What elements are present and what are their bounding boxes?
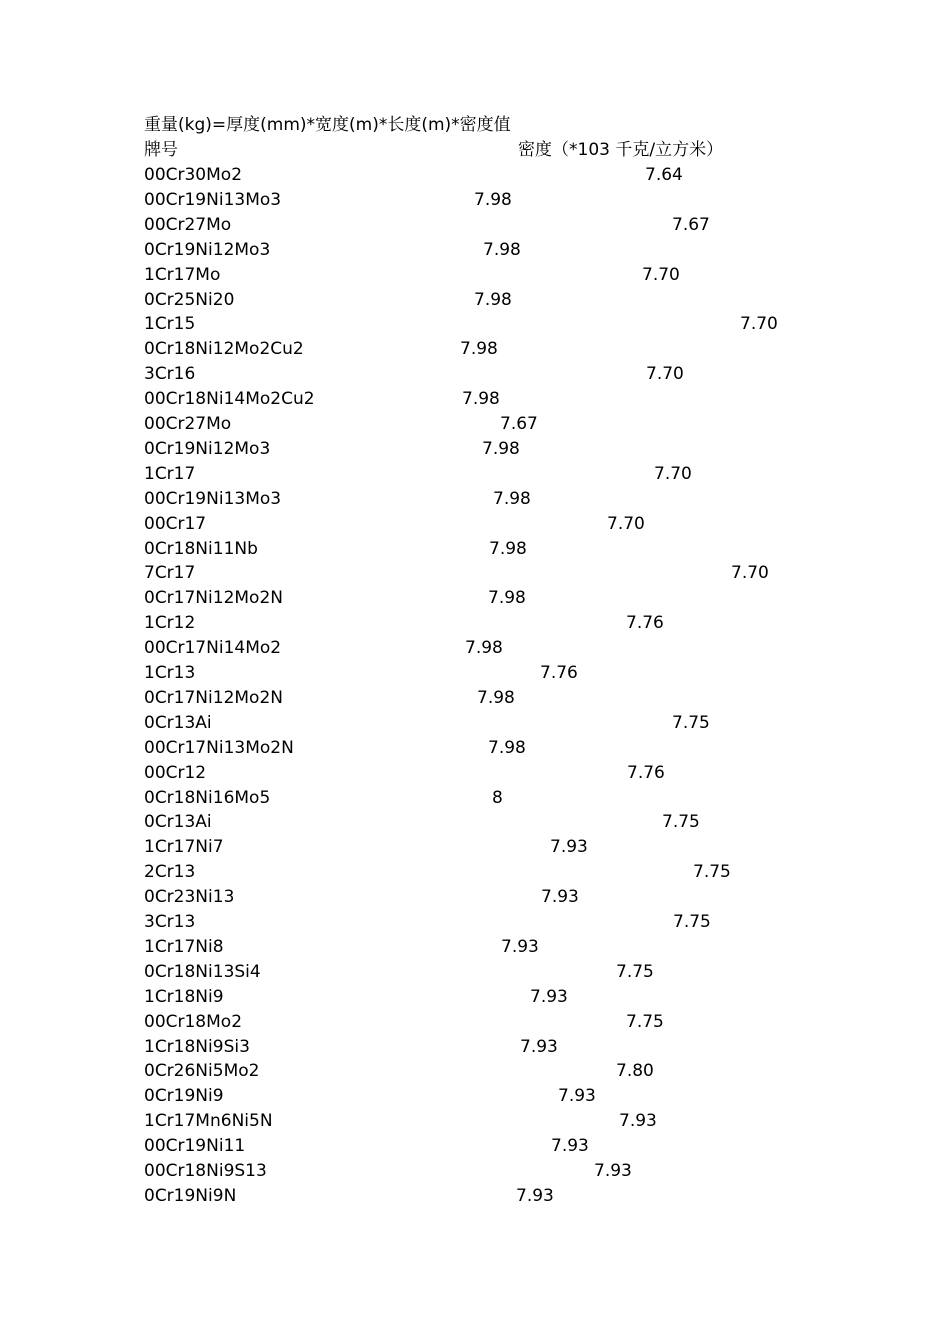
density-value: 7.70 (646, 364, 684, 385)
steel-grade: 1Cr17Mo (144, 264, 221, 285)
table-row (144, 312, 924, 337)
table-row (144, 512, 924, 537)
table-row (144, 462, 924, 487)
table-row (144, 263, 924, 288)
steel-grade: 1Cr17Ni8 (144, 936, 224, 957)
density-value: 7.70 (731, 563, 769, 584)
steel-grade: 00Cr18Ni9S13 (144, 1161, 267, 1181)
density-value: 7.76 (626, 613, 664, 634)
density-value: 7.93 (516, 1185, 554, 1206)
table-row (144, 636, 924, 661)
steel-grade: 0Cr17Ni12Mo2N (144, 687, 283, 708)
table-row (144, 935, 924, 960)
steel-grade: 1Cr18Ni9 (144, 986, 224, 1007)
density-value: 7.93 (541, 887, 579, 908)
steel-grade: 1Cr12 (144, 613, 196, 634)
weight-formula: 重量(kg)=厚度(mm)*宽度(m)*长度(m)*密度值 (144, 115, 511, 135)
steel-grade: 00Cr18Mo2 (144, 1011, 243, 1032)
steel-grade: 00Cr27Mo (144, 414, 232, 434)
steel-grade: 0Cr23Ni13 (144, 887, 235, 908)
table-row (144, 362, 924, 387)
table-row (144, 810, 924, 835)
table-row (144, 238, 924, 263)
density-value: 7.75 (672, 712, 710, 733)
steel-grade: 0Cr13Ai (144, 712, 212, 733)
steel-grade: 7Cr17 (144, 563, 196, 584)
table-row (144, 910, 924, 935)
steel-grade: 2Cr13 (144, 862, 196, 883)
table-row (144, 1035, 924, 1060)
density-value: 7.76 (540, 663, 578, 683)
density-value: 7.98 (477, 687, 515, 708)
density-value: 7.93 (594, 1161, 632, 1181)
steel-grade: 0Cr19Ni9N (144, 1185, 237, 1206)
density-value: 7.75 (616, 961, 654, 982)
table-row (144, 337, 924, 362)
table-row (144, 561, 924, 586)
density-value: 7.70 (740, 314, 778, 335)
steel-grade: 0Cr19Ni12Mo3 (144, 438, 271, 459)
density-value: 7.98 (488, 737, 526, 758)
density-value: 7.67 (500, 414, 538, 434)
table-row (144, 711, 924, 736)
table-row (144, 835, 924, 860)
density-value: 7.75 (693, 862, 731, 883)
table-row (144, 586, 924, 611)
density-value: 7.93 (530, 986, 568, 1007)
table-row (144, 487, 924, 512)
table-row (144, 1159, 924, 1184)
table-row (144, 1010, 924, 1035)
steel-grade: 0Cr18Ni11Nb (144, 538, 258, 559)
steel-grade: 00Cr19Ni13Mo3 (144, 488, 282, 509)
density-value: 7.98 (489, 538, 527, 559)
density-value: 7.67 (672, 214, 710, 235)
density-value: 7.70 (607, 513, 645, 534)
density-value: 7.98 (482, 438, 520, 459)
table-row (144, 1059, 924, 1084)
table-row (144, 188, 924, 213)
table-row (144, 288, 924, 313)
density-value: 7.76 (627, 762, 665, 783)
density-value: 7.98 (483, 239, 521, 260)
table-row (144, 1084, 924, 1109)
density-value: 7.75 (662, 812, 700, 833)
density-value: 7.93 (551, 1136, 589, 1157)
density-value: 7.75 (673, 912, 711, 932)
density-value: 7.98 (474, 289, 512, 310)
steel-grade: 3Cr13 (144, 912, 196, 932)
density-value: 7.93 (619, 1111, 657, 1132)
steel-grade: 00Cr27Mo (144, 214, 232, 235)
table-row (144, 736, 924, 761)
table-row (144, 412, 924, 437)
table-row (144, 761, 924, 786)
table-row (144, 1184, 924, 1209)
density-value: 7.98 (493, 488, 531, 509)
steel-grade: 00Cr17 (144, 513, 207, 534)
density-value: 7.98 (460, 339, 498, 360)
table-row (144, 985, 924, 1010)
density-value: 7.93 (520, 1036, 558, 1057)
table-row (144, 437, 924, 462)
table-row (144, 537, 924, 562)
steel-grade: 1Cr17 (144, 463, 196, 484)
table-row (144, 387, 924, 412)
density-value: 7.93 (558, 1086, 596, 1107)
steel-grade: 0Cr26Ni5Mo2 (144, 1061, 260, 1082)
steel-grade: 00Cr12 (144, 762, 207, 783)
density-value: 7.98 (488, 588, 526, 609)
steel-grade: 00Cr18Ni14Mo2Cu2 (144, 389, 315, 410)
table-row (144, 661, 924, 686)
steel-grade: 0Cr13Ai (144, 812, 212, 833)
table-row (144, 1134, 924, 1159)
density-value: 7.98 (465, 638, 503, 659)
table-row (144, 213, 924, 238)
density-value: 7.93 (550, 837, 588, 858)
steel-grade: 0Cr25Ni20 (144, 289, 235, 310)
table-row (144, 885, 924, 910)
steel-grade: 0Cr18Ni13Si4 (144, 961, 261, 982)
density-value: 7.98 (462, 389, 500, 410)
steel-grade: 00Cr19Ni13Mo3 (144, 189, 282, 210)
steel-grade: 00Cr19Ni11 (144, 1136, 246, 1157)
steel-grade: 00Cr17Ni14Mo2 (144, 638, 282, 659)
density-value: 7.93 (501, 936, 539, 957)
steel-grade: 1Cr15 (144, 314, 196, 335)
steel-grade: 1Cr17Ni7 (144, 837, 224, 858)
table-row (144, 611, 924, 636)
steel-grade: 1Cr13 (144, 663, 196, 683)
steel-grade: 0Cr19Ni9 (144, 1086, 224, 1107)
density-value: 7.80 (616, 1061, 654, 1082)
steel-grade: 00Cr17Ni13Mo2N (144, 737, 294, 758)
table-row (144, 1109, 924, 1134)
density-value: 7.75 (626, 1011, 664, 1032)
density-value: 7.64 (645, 165, 683, 185)
density-value: 7.98 (474, 189, 512, 210)
steel-grade: 0Cr17Ni12Mo2N (144, 588, 283, 609)
steel-grade: 00Cr30Mo2 (144, 165, 243, 185)
steel-grade: 0Cr19Ni12Mo3 (144, 239, 271, 260)
density-value: 8 (492, 787, 503, 808)
table-row (144, 960, 924, 985)
grade-column-header: 牌号 (144, 140, 178, 160)
steel-grade: 0Cr18Ni12Mo2Cu2 (144, 339, 304, 360)
table-row (144, 786, 924, 811)
steel-grade: 0Cr18Ni16Mo5 (144, 787, 271, 808)
table-row (144, 686, 924, 711)
density-column-header: 密度（*103 千克/立方米） (518, 140, 724, 160)
steel-grade: 3Cr16 (144, 364, 196, 385)
table-row (144, 860, 924, 885)
steel-grade: 1Cr17Mn6Ni5N (144, 1111, 273, 1132)
steel-grade: 1Cr18Ni9Si3 (144, 1036, 250, 1057)
density-value: 7.70 (642, 264, 680, 285)
density-value: 7.70 (654, 463, 692, 484)
table-row (144, 163, 924, 188)
